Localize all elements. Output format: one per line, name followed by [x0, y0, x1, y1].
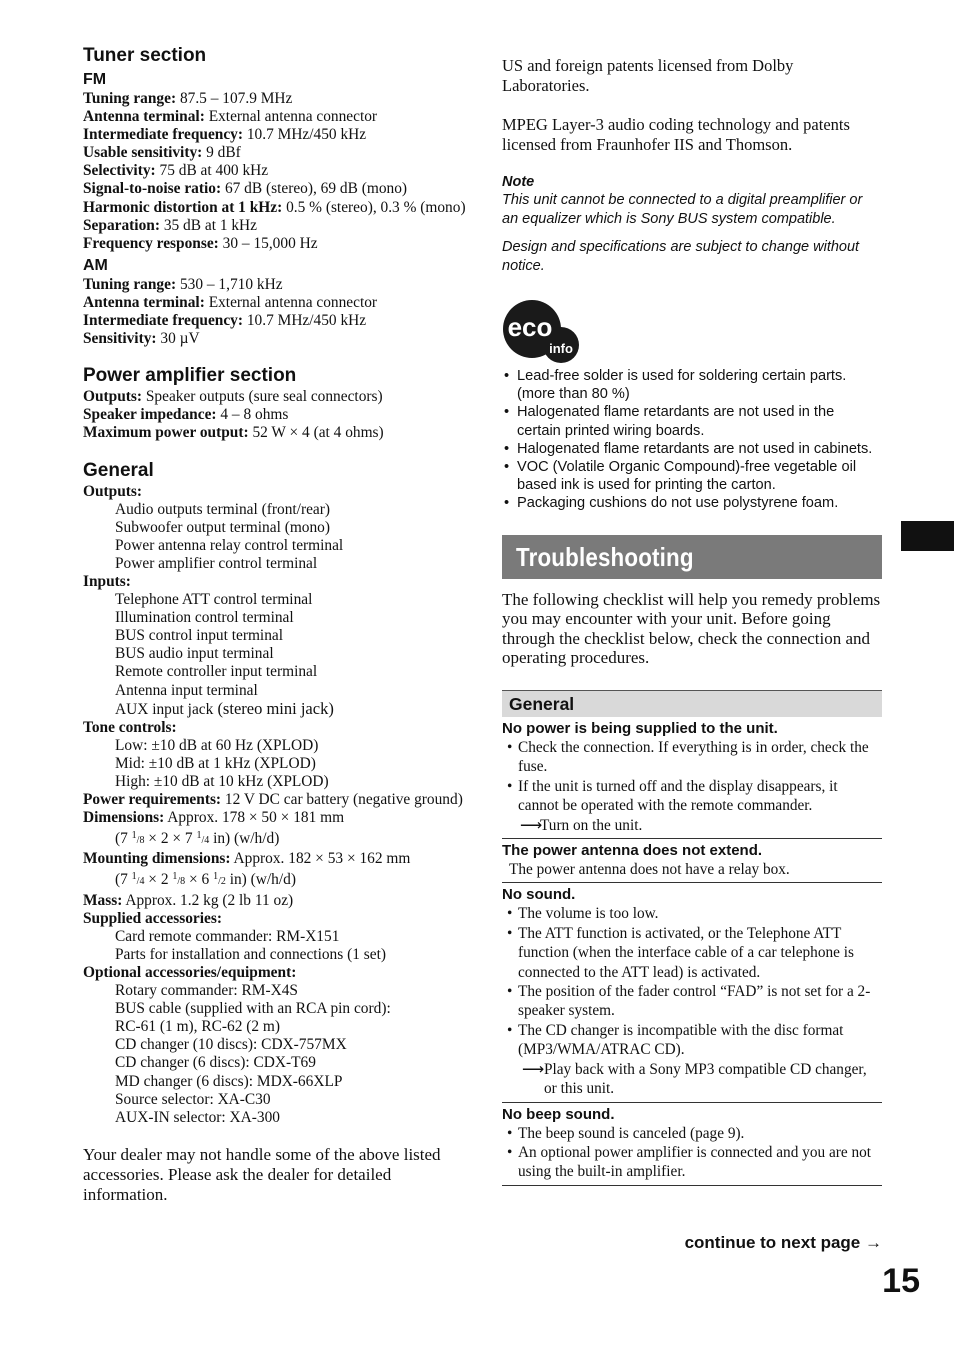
list-item: Low: ±10 dB at 60 Hz (XPLOD) [115, 736, 319, 754]
right-column [502, 56, 882, 1186]
outputs-label: Outputs: [83, 482, 143, 500]
list-item: Subwoofer output terminal (mono) [115, 518, 331, 536]
optional-accessories-label: Optional accessories/equipment: [83, 963, 297, 981]
am-spec-list [83, 276, 473, 348]
problem-remedy: ⟶Play back with a Sony MP3 compatible CD changer, or this unit. [522, 1060, 867, 1098]
tuner-section-title: Tuner section [83, 45, 207, 66]
problem-no-sound [502, 883, 882, 1102]
list-item: • An optional power amplifier is connected and you are not using the built-in amplifier. [502, 1143, 882, 1182]
problem-cause-list [502, 904, 882, 1059]
troubleshooting-title-bar [502, 535, 882, 579]
list-item: Audio outputs terminal (front/rear) [115, 500, 330, 518]
list-item: Rotary commander: RM-X4S [115, 982, 298, 1000]
spec-row: Selectivity: 75 dB at 400 kHz [83, 162, 269, 180]
mounting-dimensions-imperial: (7 $^1$/4 × 2 $^1$/8 × 6 $^1$/2 in) (w/h/d) [115, 871, 296, 889]
list-item: Illumination control terminal [115, 609, 294, 627]
spec-row: Speaker impedance: 4 – 8 ohms [83, 406, 289, 424]
list-item: • Halogenated flame retardants are not used in cabinets. [502, 440, 882, 458]
supplied-accessories-list [83, 928, 473, 964]
list-item: Remote controller input terminal [115, 663, 318, 681]
am-title: AM [83, 256, 108, 274]
list-item: BUS control input terminal [115, 627, 283, 645]
eco-bullet-list [502, 367, 882, 513]
note-title: Note [502, 174, 535, 190]
fm-spec-list [83, 90, 473, 253]
spec-row: Harmonic distortion at 1 kHz: 0.5 % (stereo), 0.3 % (mono) [83, 198, 466, 216]
spec-row: Maximum power output: 52 W × 4 (at 4 ohms) [83, 424, 384, 442]
general-subsection-bar [502, 690, 882, 717]
list-item: High: ±10 dB at 10 kHz (XPLOD) [115, 773, 329, 790]
list-item: MD changer (6 discs): MDX-66XLP [115, 1072, 343, 1090]
problem-title: No beep sound. [502, 1105, 615, 1123]
eco-info-icon [502, 299, 582, 365]
list-item: • VOC (Volatile Organic Compound)-free vegetable oil based ink is used for printing the carton. [502, 458, 882, 494]
troubleshooting-title: Troubleshooting [516, 541, 694, 572]
list-item: RC-61 (1 m), RC-62 (2 m) [115, 1018, 281, 1036]
problem-antenna [502, 839, 882, 883]
list-item: Power antenna relay control terminal [115, 536, 344, 554]
list-item: Antenna input terminal [115, 681, 258, 699]
list-item: BUS audio input terminal [115, 645, 274, 663]
list-item: Parts for installation and connections (1 set) [115, 945, 386, 963]
dealer-note: Your dealer may not handle some of the above listed accessories. Please ask the dealer for detailed information. [83, 1144, 441, 1204]
mounting-dimensions-row: Mounting dimensions: Approx. 182 × 53 × 162 mm [83, 850, 411, 868]
list-item: Source selector: XA-C30 [115, 1090, 271, 1108]
list-item: • The volume is too low. [502, 904, 882, 923]
dimensions-imperial: (7 $^1$/8 × 2 × 7 $^1$/4 in) (w/h/d) [115, 830, 280, 848]
power-spec-list [83, 388, 473, 442]
optional-accessories-list [83, 982, 473, 1127]
inputs-label: Inputs: [83, 572, 131, 590]
list-item: • The beep sound is canceled (page 9). [502, 1124, 882, 1143]
list-item: CD changer (6 discs): CDX-T69 [115, 1054, 316, 1072]
eco-info-logo [502, 299, 582, 363]
problem-cause: The power antenna does not have a relay box. [509, 861, 790, 879]
supplied-accessories-label: Supplied accessories: [83, 909, 222, 927]
note-text: This unit cannot be connected to a digital preamplifier or an equalizer which is Sony BUS system compatible. [502, 192, 863, 227]
list-item: • The CD changer is incompatible with the disc format (MP3/WMA/ATRAC CD). [502, 1021, 882, 1060]
problem-title: The power antenna does not extend. [502, 842, 763, 860]
fm-title: FM [83, 71, 107, 88]
tone-list [83, 737, 473, 791]
problem-cause-list [502, 738, 882, 816]
continue-to-next-page: continue to next page → [684, 1233, 882, 1252]
spec-row: Outputs: Speaker outputs (sure seal connectors) [83, 388, 383, 406]
inputs-list [83, 591, 473, 700]
general-subsection-title: General [509, 694, 575, 714]
design-note: Design and specifications are subject to change without notice. [502, 239, 860, 274]
spec-row: Usable sensitivity: 9 dBf [83, 144, 241, 162]
specifications-column [83, 44, 473, 1205]
list-item: • Halogenated flame retardants are not used in the certain printed wiring boards. [502, 403, 882, 439]
problem-title: No sound. [502, 886, 576, 904]
list-item: • Packaging cushions do not use polystyrene foam. [502, 494, 882, 512]
aux-input-detail: (stereo mini jack) [213, 698, 334, 718]
spec-row: Tuning range: 87.5 – 107.9 MHz [83, 90, 293, 107]
page-number: 15 [882, 1262, 920, 1300]
spec-row: Sensitivity: 30 µV [83, 330, 200, 348]
spec-row: Signal-to-noise ratio: 67 dB (stereo), 69 dB (mono) [83, 180, 408, 198]
problem-title: No power is being supplied to the unit. [502, 720, 778, 737]
list-item: • Lead-free solder is used for soldering certain parts. (more than 80 %) [502, 367, 882, 403]
problem-no-power [502, 717, 882, 839]
eco-logo-word: eco [507, 312, 553, 342]
general-section-title: General [83, 459, 154, 481]
spec-row: Tuning range: 530 – 1,710 kHz [83, 275, 283, 293]
list-item: AUX-IN selector: XA-300 [115, 1108, 280, 1126]
tone-controls-label: Tone controls: [83, 718, 177, 736]
mass-row: Mass: Approx. 1.2 kg (2 lb 11 oz) [83, 891, 294, 909]
dolby-patent-text: US and foreign patents licensed from Dolby Laboratories. [502, 56, 794, 95]
list-item: Mid: ±10 dB at 1 kHz (XPLOD) [115, 754, 316, 772]
arrow-right-icon: → [865, 1233, 882, 1252]
troubleshooting-intro: The following checklist will help you remedy problems you may encounter with your unit. Before going through the checklist below, check the connection and operating procedures. [502, 589, 881, 668]
outputs-list [83, 501, 473, 573]
spec-row: Separation: 35 dB at 1 kHz [83, 216, 258, 234]
aux-input-label: AUX input jack [115, 700, 214, 718]
arrow-right-icon: ⟶ [520, 816, 542, 834]
spec-row: Antenna terminal: External antenna connector [83, 108, 378, 126]
chapter-tab [901, 521, 954, 551]
spec-row: Frequency response: 30 – 15,000 Hz [83, 234, 318, 252]
problem-cause-list [502, 1124, 882, 1182]
dimensions-row: Dimensions: Approx. 178 × 50 × 181 mm [83, 809, 345, 827]
problem-no-beep [502, 1103, 882, 1186]
power-requirements-row: Power requirements: 12 V DC car battery (negative ground) [83, 791, 463, 809]
list-item: • If the unit is turned off and the display disappears, it cannot be operated with the remote commander. [502, 777, 882, 816]
list-item: CD changer (10 discs): CDX-757MX [115, 1036, 347, 1054]
spec-row: Antenna terminal: External antenna connector [83, 293, 378, 311]
list-item: Telephone ATT control terminal [115, 591, 313, 609]
list-item: • Check the connection. If everything is in order, check the fuse. [502, 738, 882, 777]
problem-remedy: ⟶Turn on the unit. [520, 816, 643, 834]
list-item: • The position of the fader control “FAD” is not set for a 2-speaker system. [502, 982, 882, 1021]
spec-row: Intermediate frequency: 10.7 MHz/450 kHz [83, 312, 367, 330]
mpeg-patent-text: MPEG Layer-3 audio coding technology and patents licensed from Fraunhofer IIS and Thomson. [502, 115, 850, 154]
list-item: • The ATT function is activated, or the Telephone ATT function (when the interface cable of a car telephone is connected to the ATT lead) is activated. [502, 924, 882, 982]
list-item: BUS cable (supplied with an RCA pin cord): [115, 1000, 391, 1018]
list-item: Power amplifier control terminal [115, 554, 318, 572]
eco-logo-sub: info [549, 341, 573, 356]
spec-row: Intermediate frequency: 10.7 MHz/450 kHz [83, 126, 367, 144]
power-amplifier-section-title: Power amplifier section [83, 365, 297, 387]
arrow-right-icon: ⟶ [522, 1060, 544, 1078]
list-item: Card remote commander: RM-X151 [115, 927, 340, 945]
